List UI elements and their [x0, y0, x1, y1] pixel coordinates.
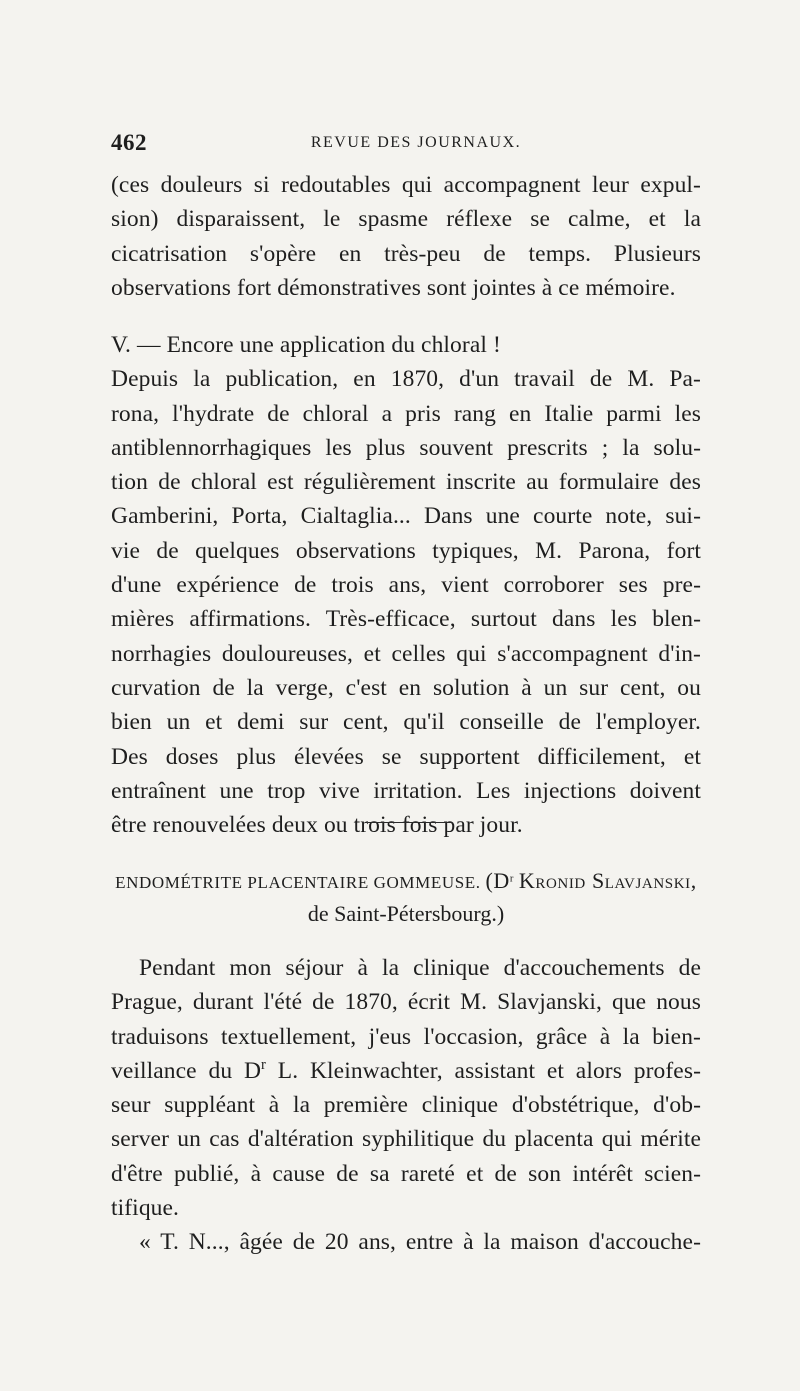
author-name: Kronid Slavjanski,	[518, 868, 697, 893]
text-line: observations fort démonstratives sont jointes à ce mémoire.	[111, 274, 676, 301]
text-line: « T. N..., âgée de 20 ans, entre à la maison d'accouche-	[139, 1229, 701, 1256]
text-line: vie de quelques observations typiques, M. Parona, fort	[111, 537, 701, 564]
text-line: tion de chloral est régulièrement inscrite au formulaire des	[111, 469, 701, 496]
text-line: rona, l'hydrate de chloral a pris rang en Italie parmi les	[111, 400, 701, 427]
text-line: (ces douleurs si redoutables qui accompagnent leur expul-	[111, 172, 701, 198]
page-header	[111, 130, 701, 162]
text-line: entraînent une trop vive irritation. Les injections doivent	[111, 777, 701, 804]
text-fragment: L. Kleinwachter, assistant et alors profes-	[265, 1057, 701, 1084]
text-line: server un cas d'altération syphilitique du placenta qui mérite	[111, 1126, 701, 1153]
text-line: Depuis la publication, en 1870, d'un travail de M. Pa-	[111, 366, 701, 393]
text-line: norrhagies douloureuses, et celles qui s'accompagnent d'in-	[111, 640, 701, 667]
text-line: Gamberini, Porta, Cialtaglia... Dans une courte note, sui-	[111, 503, 701, 530]
paragraph-continuation	[111, 168, 701, 305]
superscript: r	[261, 1057, 266, 1074]
paragraph-chloral	[111, 328, 701, 842]
text-line: tifique.	[111, 1195, 180, 1222]
text-line: Pendant mon séjour à la clinique d'accouchements de	[139, 955, 701, 981]
author-prefix: (D	[485, 868, 510, 893]
author-prefix-sup: r	[509, 873, 515, 885]
running-title: REVUE DES JOURNAUX.	[310, 134, 522, 151]
title-text: ENDOMÉTRITE PLACENTAIRE GOMMEUSE.	[115, 873, 481, 892]
text-line: d'une expérience de trois ans, vient corroborer ses pre-	[111, 572, 701, 599]
text-line: d'être publié, à cause de sa rareté et de son intérêt scien-	[111, 1160, 701, 1187]
article-title-main	[111, 866, 701, 898]
section-heading: V. — Encore une application du chloral !	[111, 332, 501, 358]
page-number: 462	[111, 130, 147, 155]
text-line: traduisons textuellement, j'eus l'occasion, grâce à la bien-	[111, 1023, 701, 1050]
text-line: sion) disparaissent, le spasme réflexe se calme, et la	[111, 206, 701, 233]
article-title	[111, 866, 701, 930]
text-line: curvation de la verge, c'est en solution à un sur cent, ou	[111, 674, 701, 701]
text-line: être renouvelées deux ou trois fois par jour.	[111, 812, 523, 839]
text-fragment: veillance du D	[111, 1057, 262, 1084]
text-line: Des doses plus élevées se supportent difficilement, et	[111, 743, 701, 770]
paragraph-slavjanski	[111, 951, 701, 1260]
section-divider	[368, 822, 452, 823]
text-line-with-sup	[111, 1054, 701, 1088]
text-line: bien un et demi sur cent, qu'il conseille de l'employer.	[111, 709, 701, 736]
text-line: cicatrisation s'opère en très-peu de temps. Plusieurs	[111, 240, 701, 267]
text-line: seur suppléant à la première clinique d'obstétrique, d'ob-	[111, 1092, 701, 1119]
author-location: de Saint-Pétersbourg.)	[307, 901, 505, 926]
text-line: mières affirmations. Très-efficace, surtout dans les blen-	[111, 606, 701, 633]
text-line: antiblennorrhagiques les plus souvent prescrits ; la solu-	[111, 434, 701, 461]
text-line: Prague, durant l'été de 1870, écrit M. Slavjanski, que nous	[111, 989, 701, 1016]
